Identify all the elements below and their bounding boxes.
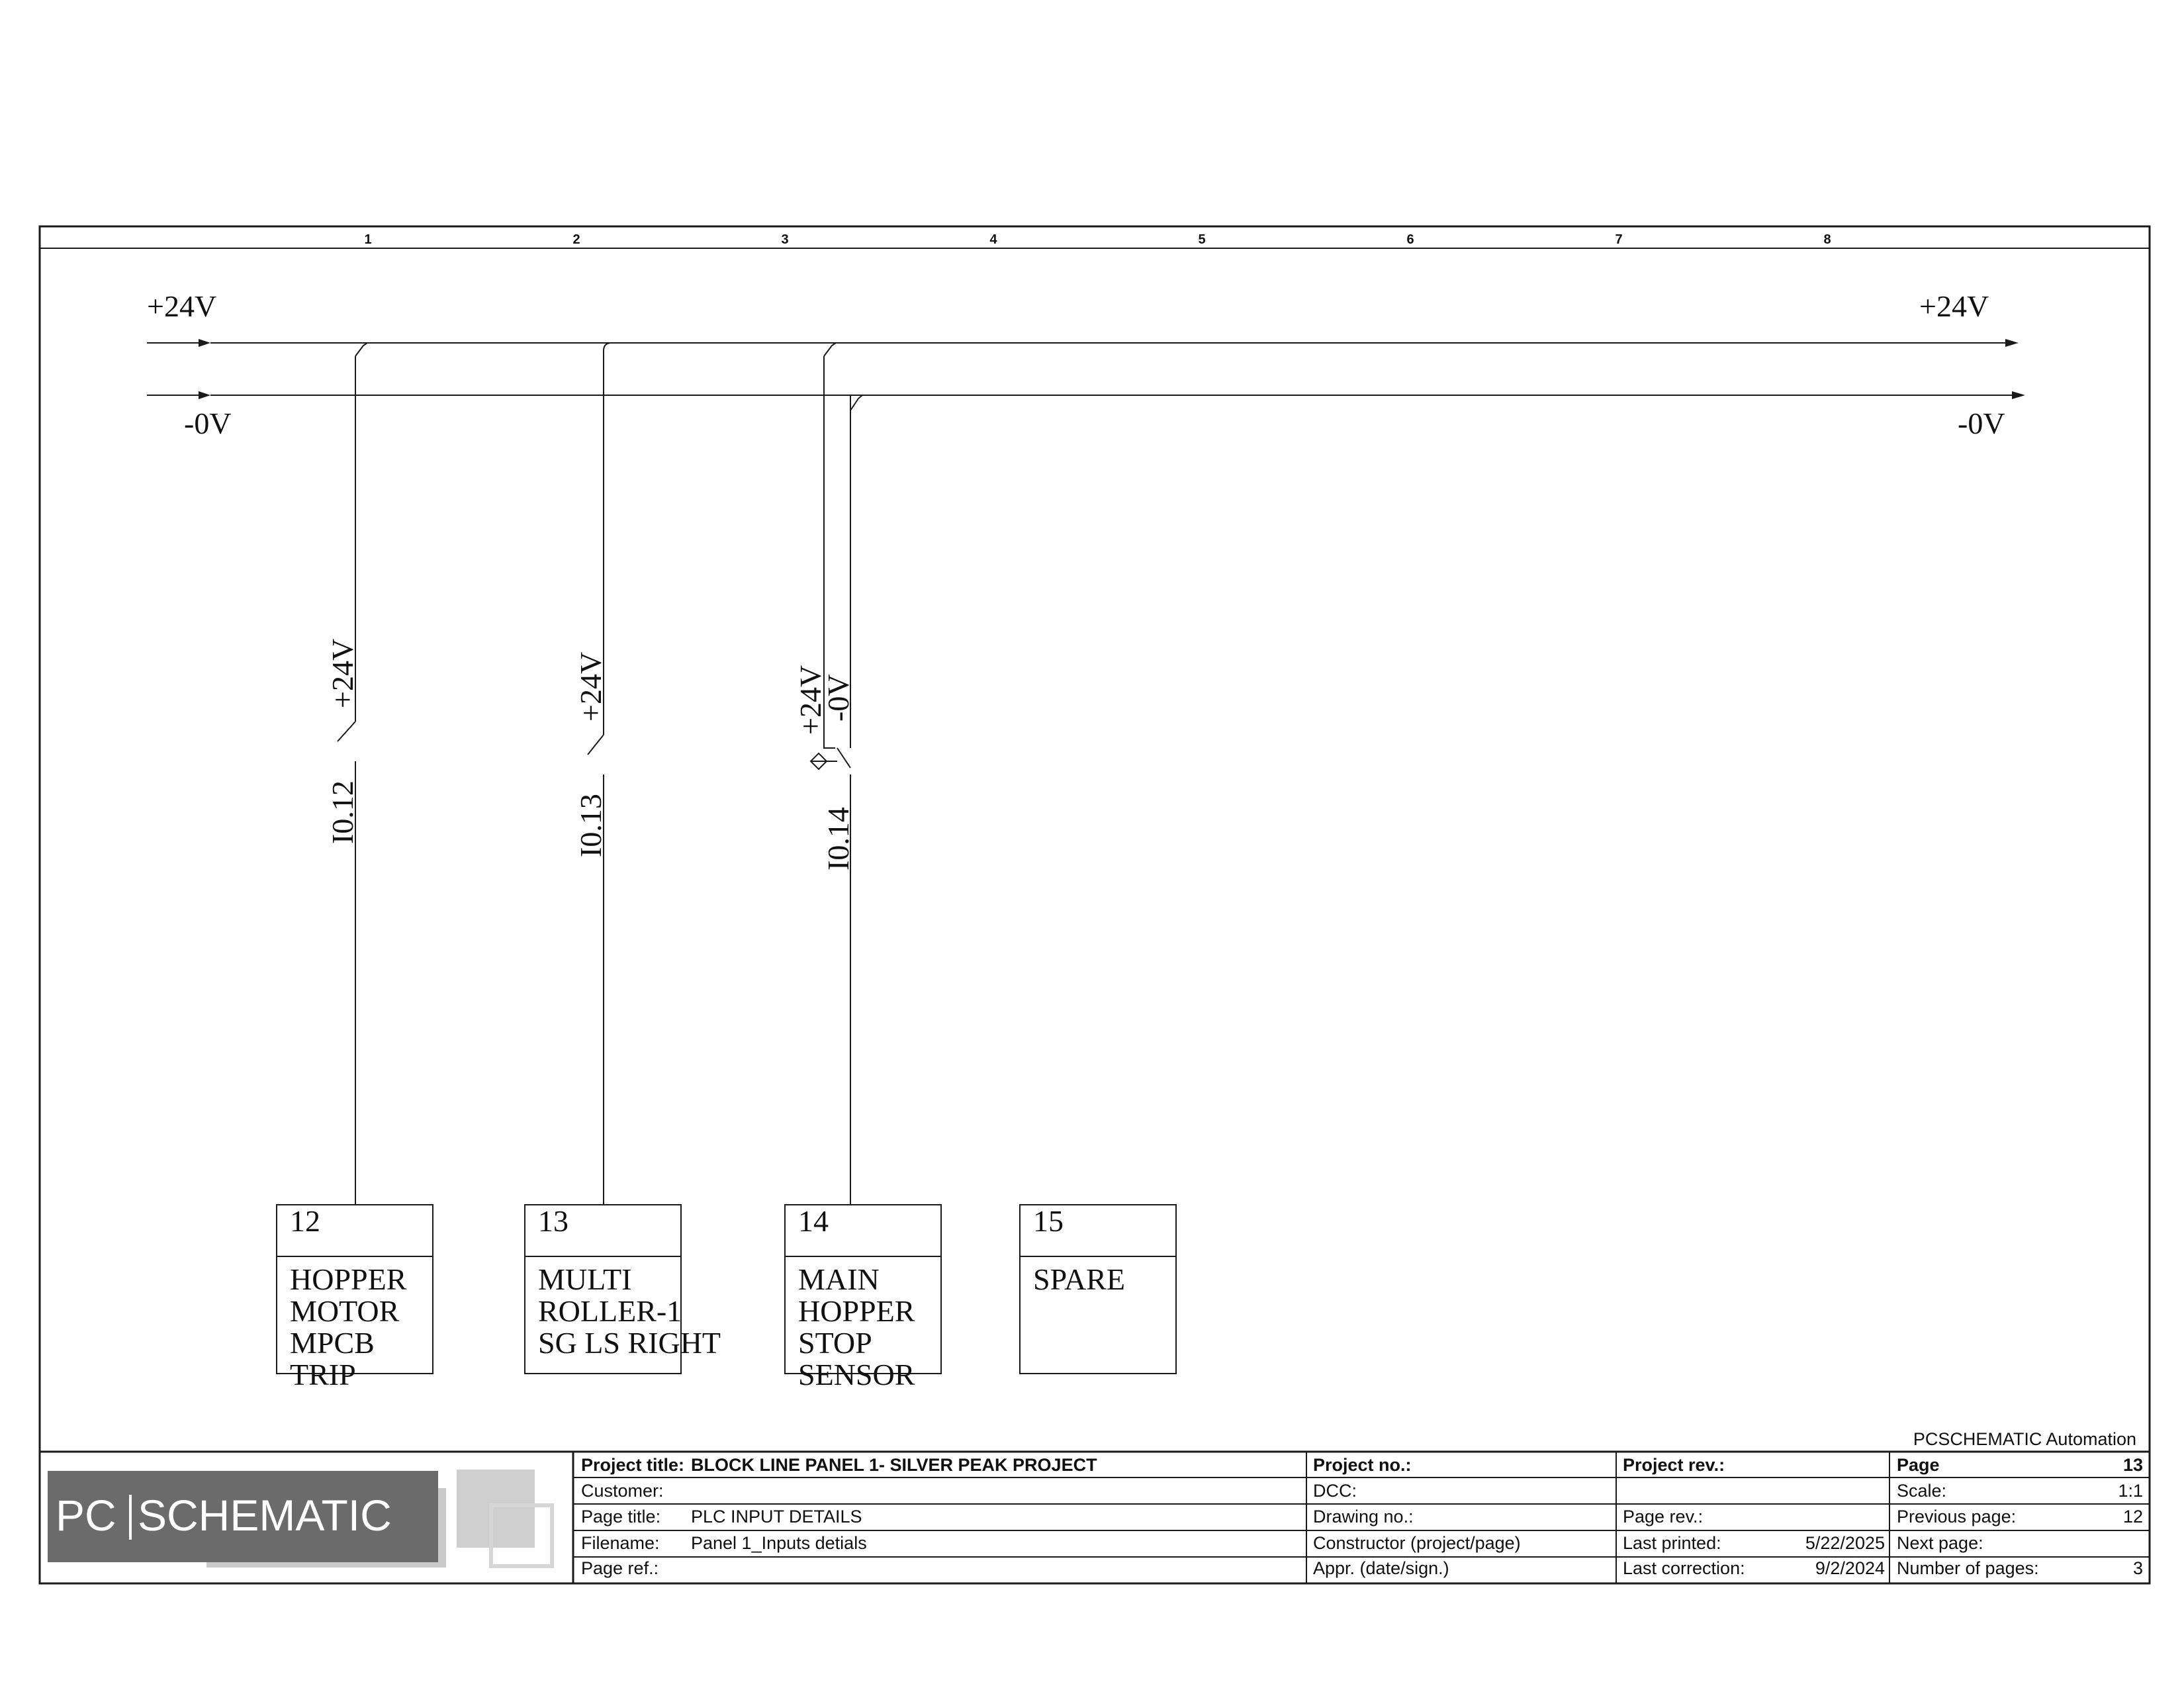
- column-number: 8: [1823, 232, 1831, 247]
- drawing-no-label: Drawing no.:: [1313, 1507, 1414, 1526]
- branch-wire-neg-top: [837, 395, 850, 410]
- circuit-12: [326, 343, 367, 1205]
- column-number: 1: [364, 232, 372, 247]
- terminal-description: HOPPER MOTOR MPCB TRIP: [290, 1262, 407, 1391]
- rail-arrow-icon: [199, 391, 210, 399]
- project-no-label: Project no.:: [1313, 1455, 1412, 1475]
- number-of-pages: 3: [2132, 1558, 2143, 1578]
- input-address: I0.13: [574, 794, 608, 857]
- last-printed-label: Last printed:: [1623, 1533, 1721, 1553]
- rail-arrow-icon: [2005, 339, 2019, 347]
- input-address: I0.12: [326, 780, 359, 844]
- column-number: 7: [1615, 232, 1623, 247]
- terminal-description: MAIN HOPPER STOP SENSOR: [798, 1262, 915, 1391]
- rail-label-pos-right: +24V: [1919, 289, 1989, 323]
- project-title: BLOCK LINE PANEL 1- SILVER PEAK PROJECT: [691, 1455, 1097, 1475]
- last-correction: 9/2/2024: [1815, 1558, 1885, 1578]
- number-of-pages-label: Number of pages:: [1897, 1558, 2039, 1578]
- terminal-description: MULTI ROLLER-1 SG LS RIGHT: [538, 1262, 721, 1360]
- sensor-icon: [811, 753, 837, 769]
- circuit-13: [574, 343, 612, 1205]
- rail-label-neg-left: -0V: [184, 406, 232, 440]
- drawing-frame: [40, 226, 2150, 1583]
- supply-label: +24V: [326, 638, 359, 708]
- customer-label: Customer:: [581, 1481, 664, 1501]
- logo-text-right: SCHEMATIC: [138, 1491, 392, 1540]
- page-rev-label: Page rev.:: [1623, 1507, 1704, 1526]
- last-printed: 5/22/2025: [1805, 1533, 1885, 1553]
- dcc-label: DCC:: [1313, 1481, 1357, 1501]
- page-title-label: Page title:: [581, 1507, 661, 1526]
- terminal-number: 12: [290, 1204, 320, 1238]
- neg-label: -0V: [821, 674, 855, 722]
- column-number: 3: [781, 232, 789, 247]
- scale: 1:1: [2118, 1481, 2143, 1501]
- page-number: 13: [2122, 1455, 2143, 1475]
- title-block: [40, 1429, 2150, 1583]
- previous-page-label: Previous page:: [1897, 1507, 2017, 1526]
- filename: Panel 1_Inputs detials: [691, 1533, 867, 1553]
- pcschematic-logo: [48, 1470, 552, 1568]
- rail-arrow-icon: [199, 339, 210, 347]
- supply-label: +24V: [574, 651, 608, 722]
- column-number: 5: [1198, 232, 1206, 247]
- column-number: 2: [572, 232, 580, 247]
- terminal-number: 14: [798, 1204, 829, 1238]
- approval-label: Appr. (date/sign.): [1313, 1558, 1449, 1578]
- column-number: 4: [989, 232, 997, 247]
- column-numbers: [364, 232, 1831, 247]
- terminal-block-14: [785, 1204, 941, 1391]
- terminal-block-15: [1020, 1204, 1176, 1374]
- logo-text-left: PC: [56, 1491, 116, 1540]
- rail-label-neg-right: -0V: [1958, 406, 2005, 440]
- vendor-line: PCSCHEMATIC Automation: [1913, 1429, 2136, 1449]
- column-number: 6: [1406, 232, 1414, 247]
- positive-rail: [147, 289, 2019, 347]
- terminal-description: SPARE: [1033, 1262, 1125, 1296]
- terminal-block-13: [525, 1204, 721, 1374]
- previous-page: 12: [2122, 1507, 2143, 1526]
- last-correction-label: Last correction:: [1623, 1558, 1745, 1578]
- circuit-14: [794, 343, 862, 1205]
- constructor-label: Constructor (project/page): [1313, 1533, 1521, 1553]
- scale-label: Scale:: [1897, 1481, 1947, 1501]
- terminal-number: 13: [538, 1204, 569, 1238]
- rail-label-pos-left: +24V: [147, 289, 217, 323]
- page-ref-label: Page ref.:: [581, 1558, 659, 1578]
- input-address: I0.14: [821, 807, 855, 870]
- project-title-label: Project title:: [581, 1455, 685, 1475]
- supply-label: +24V: [794, 665, 827, 735]
- rail-arrow-icon: [2012, 391, 2025, 399]
- next-page-label: Next page:: [1897, 1533, 1983, 1553]
- filename-label: Filename:: [581, 1533, 660, 1553]
- negative-rail: [147, 391, 2025, 440]
- project-rev-label: Project rev.:: [1623, 1455, 1725, 1475]
- page-label: Page: [1897, 1455, 1940, 1475]
- page-title: PLC INPUT DETAILS: [691, 1507, 862, 1526]
- terminal-number: 15: [1033, 1204, 1064, 1238]
- terminal-block-12: [277, 1204, 433, 1391]
